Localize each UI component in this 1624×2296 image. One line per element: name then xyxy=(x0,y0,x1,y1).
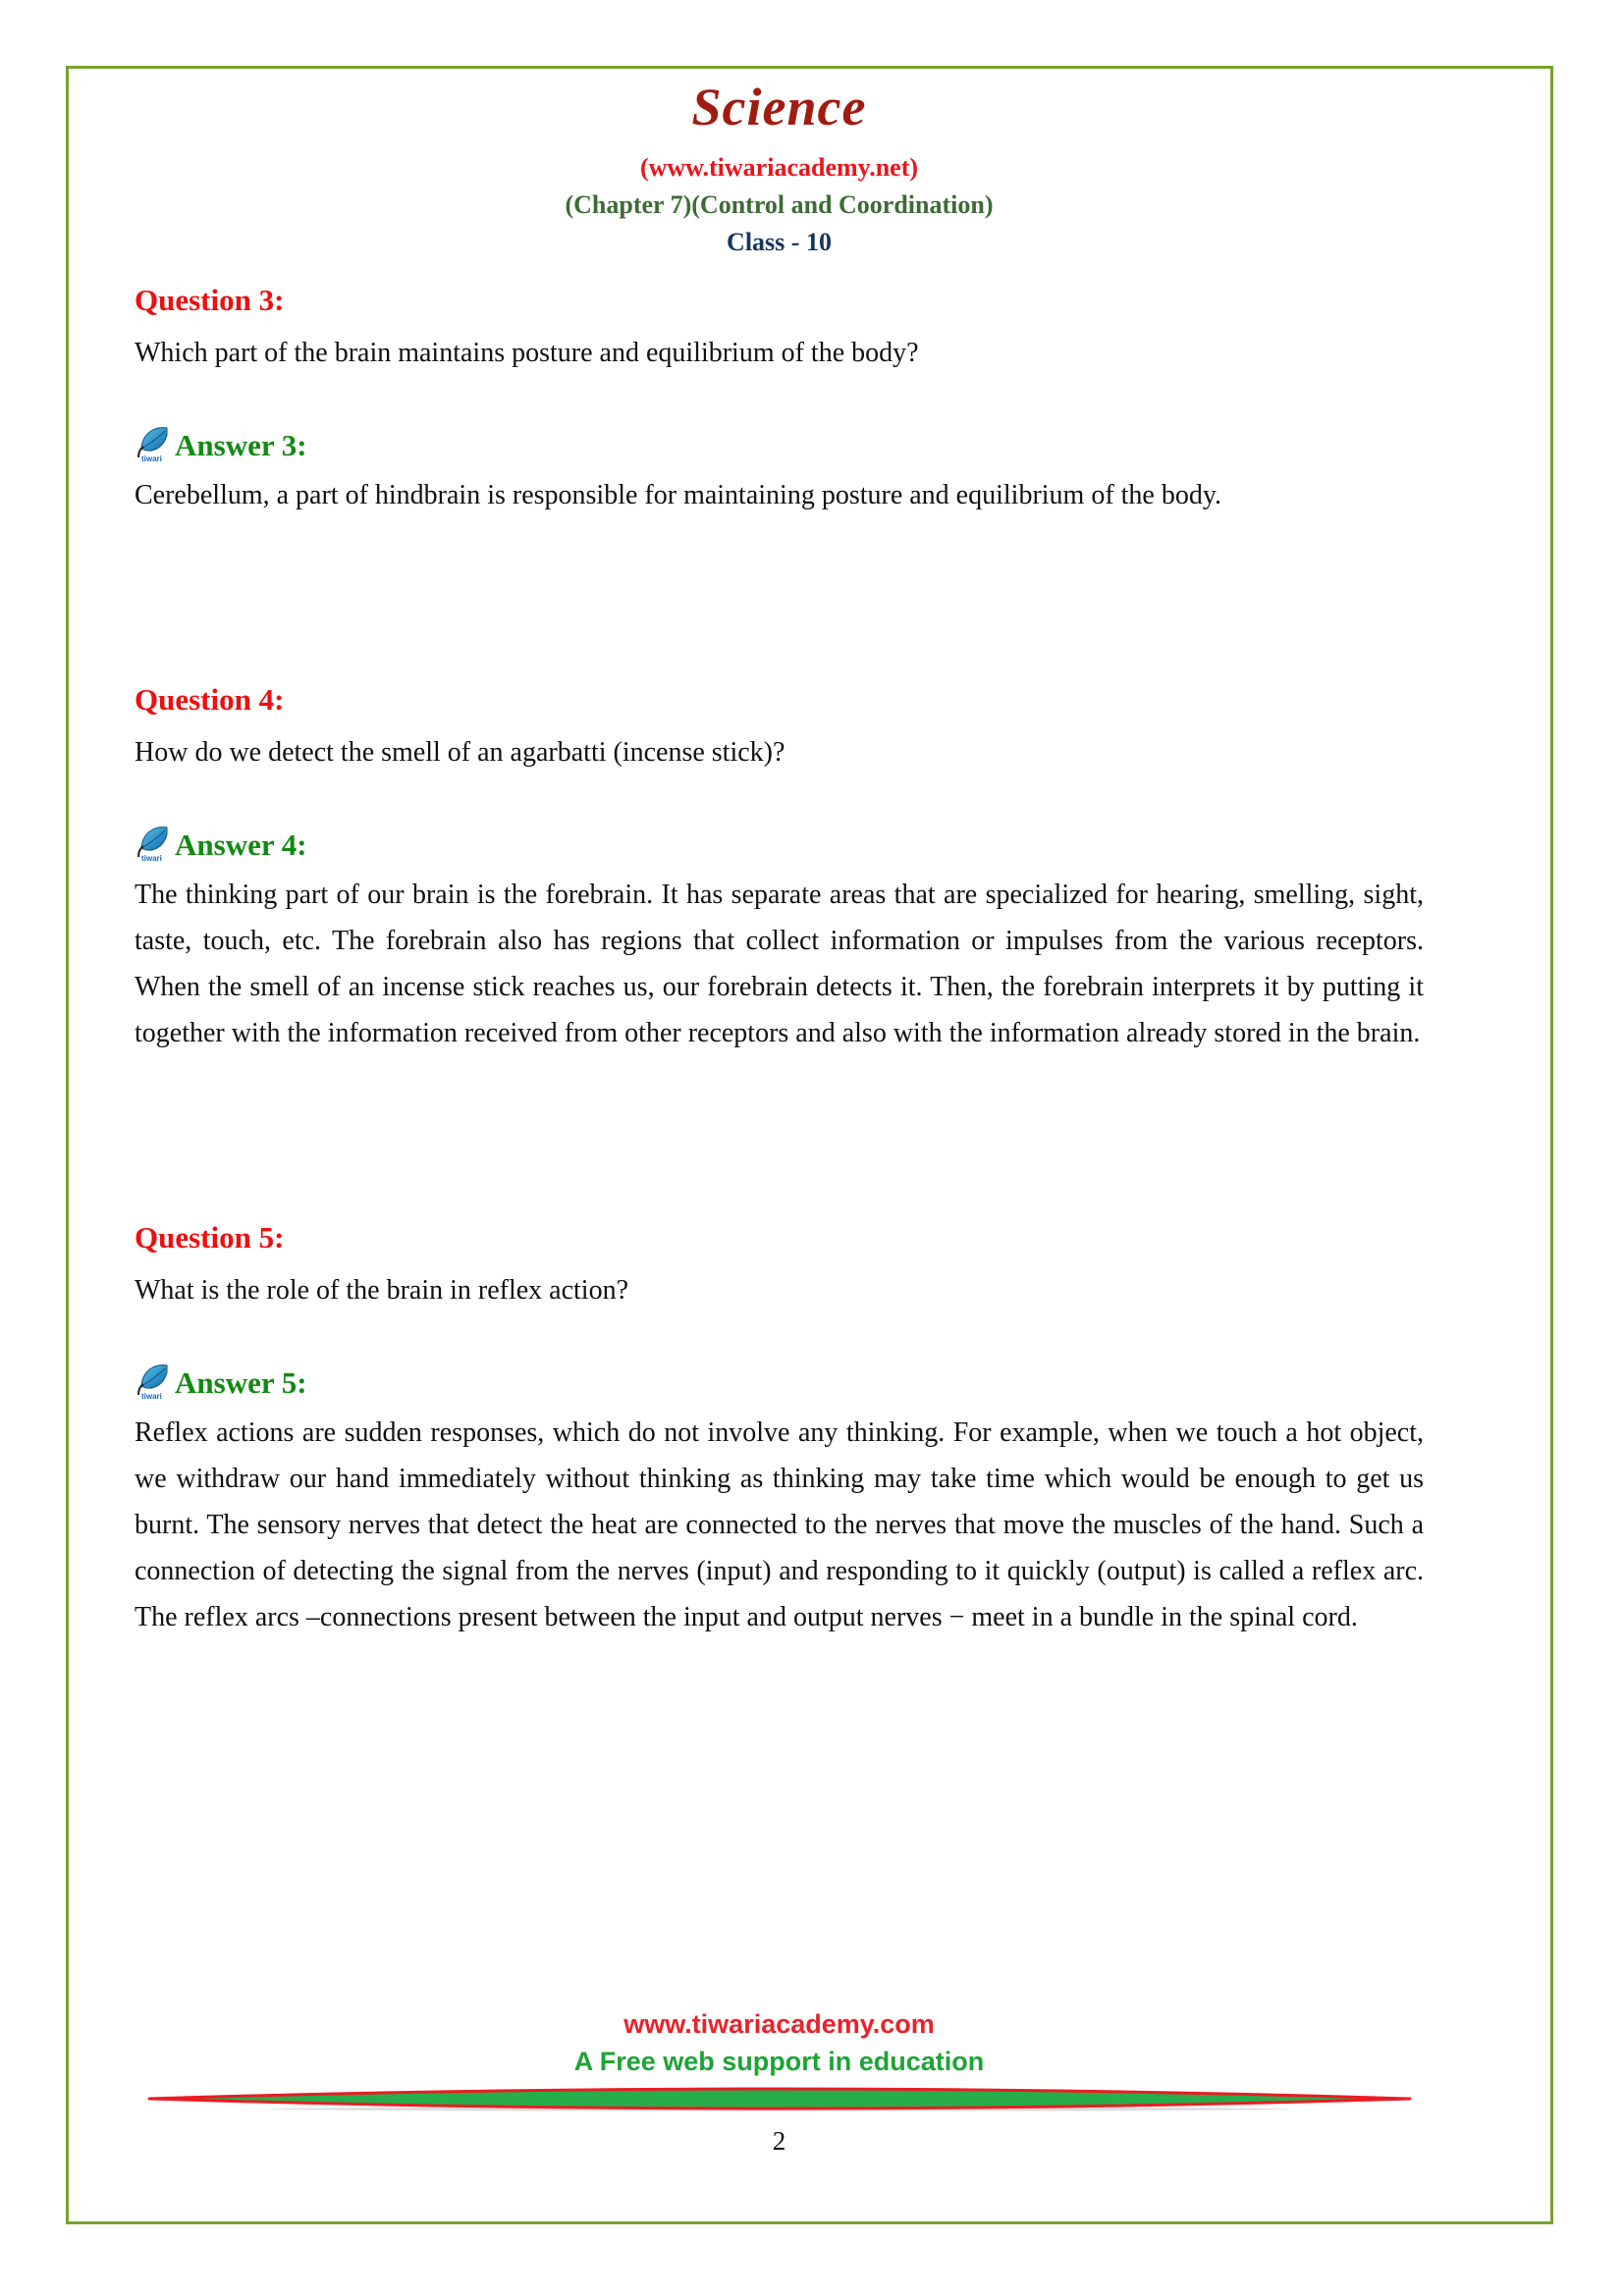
answer-4-heading xyxy=(135,825,1424,866)
tiwari-leaf-logo-icon xyxy=(135,825,174,866)
question-4-label: Question 4: xyxy=(135,682,285,718)
answer-4-text: The thinking part of our brain is the forebrain. It has separate areas that are specialized for hearing, smelling, sight, taste, touch, etc. The forebrain also has regions that collect information or impulses from the various receptors. When the smell of an incense stick reaches us, our forebrain detects it. Then, the forebrain interprets it by putting it together with the information received from other receptors and also with the information already stored in the brain. xyxy=(135,880,1424,1049)
tiwari-leaf-logo-icon xyxy=(135,425,174,466)
document-content xyxy=(135,71,1424,1640)
footer-tagline: A Free web support in education xyxy=(573,2047,985,2076)
class-heading: Class - 10 xyxy=(727,228,832,257)
question-5-text: What is the role of the brain in reflex action? xyxy=(135,1275,629,1307)
answer-5-label: Answer 5: xyxy=(175,1365,307,1401)
question-3-label: Question 3: xyxy=(135,283,285,318)
answer-5-text: Reflex actions are sudden responses, which do not involve any thinking. For example, when we touch a hot object, we withdraw our hand immediately without thinking as thinking may take time which would be enough to get us burnt. The sensory nerves that detect the heat are connected to the nerves that move the muscles of the hand. Such a connection of detecting the signal from the nerves (input) and responding to it quickly (output) is called a reflex arc. The reflex arcs –connections present between the input and output nerves − meet in a bundle in the spinal cord. xyxy=(135,1417,1424,1633)
svg-text:tiwari: tiwari xyxy=(141,454,162,464)
page-number: 2 xyxy=(772,2126,786,2156)
question-3-text: Which part of the brain maintains posture and equilibrium of the body? xyxy=(135,338,919,369)
document-header xyxy=(135,77,1424,259)
page-title: Science xyxy=(691,78,867,136)
footer-divider-ornament xyxy=(143,2086,1416,2113)
chapter-heading: (Chapter 7)(Control and Coordination) xyxy=(565,190,994,220)
header-site-link[interactable]: (www.tiwariacademy.net) xyxy=(639,153,919,183)
question-4-text: How do we detect the smell of an agarbatti (incense stick)? xyxy=(135,737,785,769)
tiwari-leaf-logo-icon xyxy=(135,1362,174,1404)
svg-text:tiwari: tiwari xyxy=(141,1392,162,1402)
page-footer xyxy=(135,2007,1424,2157)
footer-site-link[interactable]: www.tiwariacademy.com xyxy=(623,2009,935,2039)
question-5-label: Question 5: xyxy=(135,1220,285,1255)
svg-text:tiwari: tiwari xyxy=(141,854,162,864)
answer-5-heading xyxy=(135,1362,1424,1404)
answer-3-text: Cerebellum, a part of hindbrain is responsible for maintaining posture and equilibrium of the body. xyxy=(135,480,1222,511)
answer-3-label: Answer 3: xyxy=(175,428,307,463)
answer-4-label: Answer 4: xyxy=(175,828,307,863)
answer-3-heading xyxy=(135,425,1424,466)
